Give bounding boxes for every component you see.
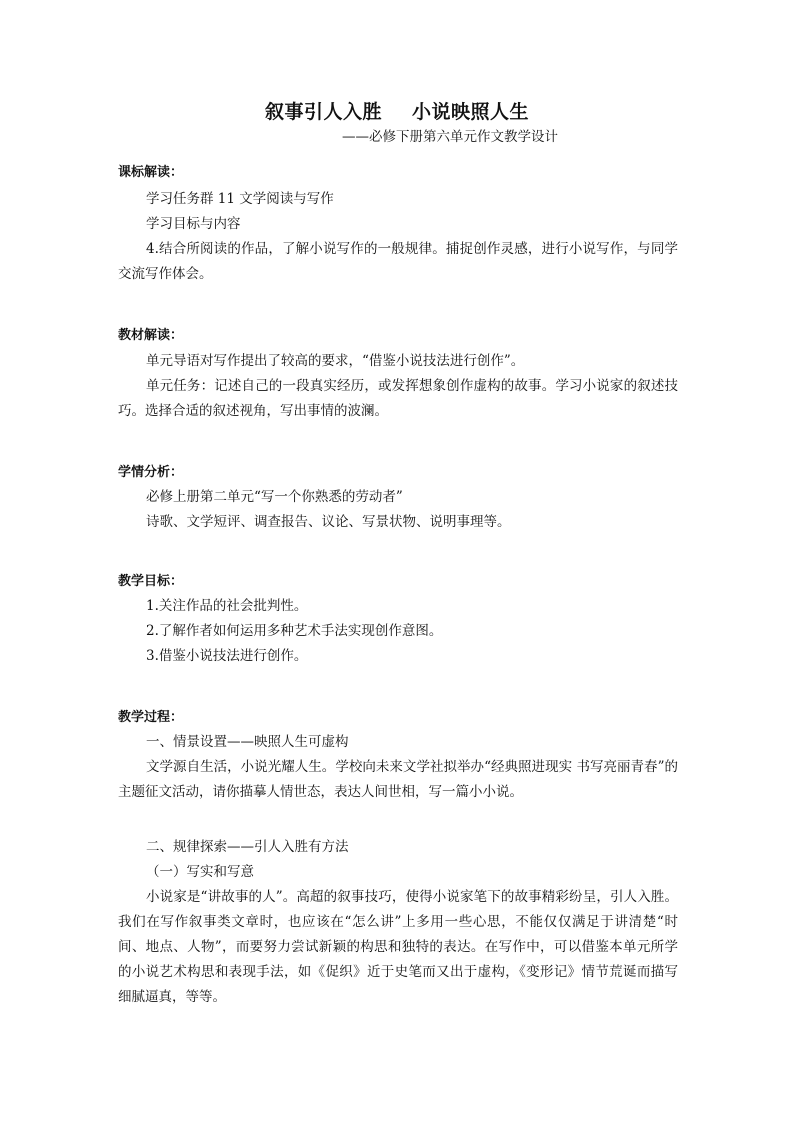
section-body-part2 xyxy=(118,835,678,1010)
paragraph: 必修上册第二单元“写一个你熟悉的劳动者” xyxy=(146,489,403,505)
section-body-goals xyxy=(118,594,678,669)
section-heading-curriculum: 课标解读： xyxy=(118,165,184,180)
section-heading-process: 教学过程： xyxy=(118,710,184,725)
goal-item: 2.了解作者如何运用多种艺术手法实现创作意图。 xyxy=(146,623,443,639)
paragraph: 学习目标与内容 xyxy=(146,216,241,232)
paragraph: 文学源自生活，小说光耀人生。学校向未来文学社拟举办“经典照进现实 书写亮丽青春”的主题征文活动，请你描摹人情世态，表达人间世相，写一篇小小说。 xyxy=(118,759,678,800)
part2-heading: 二、规律探索——引人入胜有方法 xyxy=(146,839,349,855)
part2-subheading: （一）写实和写意 xyxy=(146,864,254,880)
section-body-textbook xyxy=(118,349,678,424)
section-heading-textbook: 教材解读： xyxy=(118,328,184,343)
section-body-curriculum xyxy=(118,187,678,287)
paragraph: 诗歌、文学短评、调查报告、议论、写景状物、说明事理等。 xyxy=(146,514,511,530)
goal-item: 1.关注作品的社会批判性。 xyxy=(146,598,308,614)
paragraph: 单元导语对写作提出了较高的要求，“借鉴小说技法进行创作”。 xyxy=(146,353,525,369)
paragraph: 学习任务群 11 文学阅读与写作 xyxy=(146,191,334,207)
paragraph: 小说家是“讲故事的人”。高超的叙事技巧，使得小说家笔下的故事精彩纷呈，引人入胜。我们在写作叙事类文章时，也应该在“怎么讲”上多用一些心思，不能仅仅满足于讲清楚“时间、地点、人物”，而要努力尝试新颖的构思和独特的表达。在写作中，可以借鉴本单元所学的小说艺术构思和表现手法，如《促织》近于史笔而又出于虚构，《变形记》情节荒诞而描写细腻逼真，等等。 xyxy=(118,889,678,1005)
document-title xyxy=(0,97,794,124)
paragraph: 4.结合所阅读的作品，了解小说写作的一般规律。捕捉创作灵感，进行小说写作，与同学交流写作体会。 xyxy=(118,241,678,282)
section-body-process xyxy=(118,730,678,805)
paragraph: 一、情景设置——映照人生可虚构 xyxy=(146,734,349,750)
title-left: 叙事引人入胜 xyxy=(264,101,382,123)
paragraph: 单元任务：记述自己的一段真实经历，或发挥想象创作虚构的故事。学习小说家的叙述技巧。选择合适的叙述视角，写出事情的波澜。 xyxy=(118,378,678,419)
section-heading-goals: 教学目标： xyxy=(118,574,184,589)
section-heading-students: 学情分析： xyxy=(118,465,184,480)
title-right: 小说映照人生 xyxy=(412,101,530,123)
section-body-students xyxy=(118,485,678,535)
document-subtitle: ——必修下册第六单元作文教学设计 xyxy=(342,129,558,145)
goal-item: 3.借鉴小说技法进行创作。 xyxy=(146,648,308,664)
